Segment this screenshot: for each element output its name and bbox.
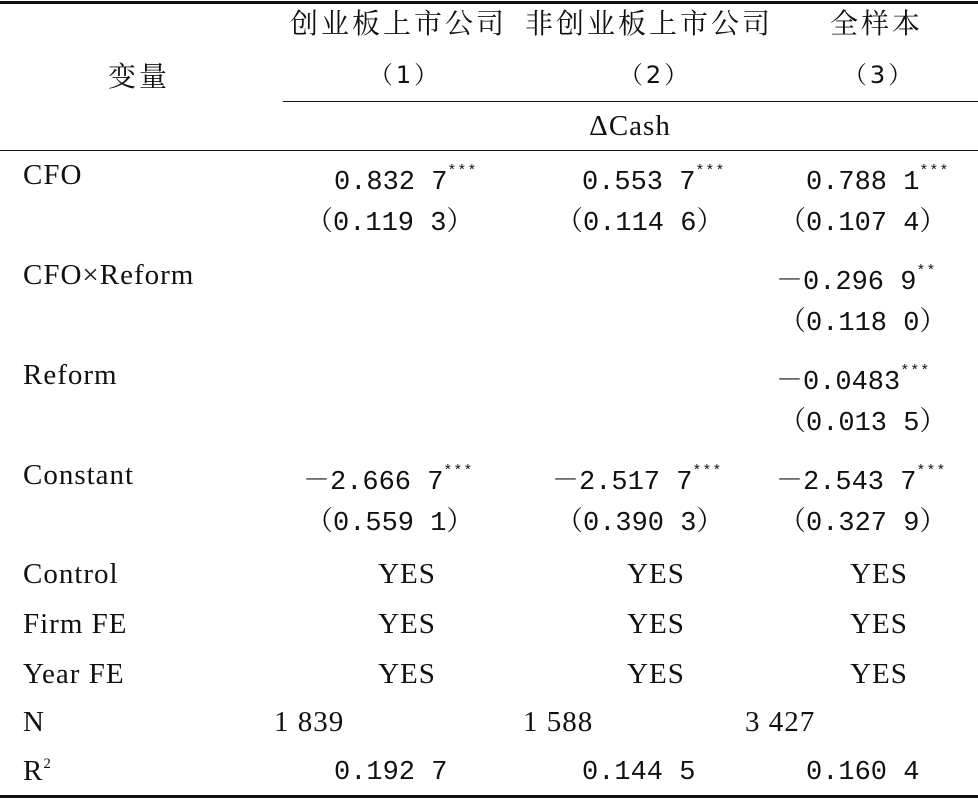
significance-stars: *** bbox=[443, 463, 474, 480]
cfo-reform-se-col3: （0.118 0） bbox=[779, 309, 947, 339]
variable-column-header: 变量 bbox=[108, 60, 171, 93]
row-label-r2: $R^2$ bbox=[23, 755, 52, 787]
cfo-se-col2: （0.114 6） bbox=[556, 209, 724, 239]
col2-number: （2） bbox=[618, 61, 692, 89]
year-fe-col1: YES bbox=[378, 658, 436, 690]
row-label-cfo: CFO bbox=[23, 159, 83, 191]
n-col3: 3 427 bbox=[745, 706, 816, 738]
significance-stars: *** bbox=[900, 363, 931, 380]
reform-col3: －0.0483*** bbox=[776, 363, 931, 398]
constant-se-col2: （0.390 3） bbox=[556, 509, 724, 539]
bottom-rule bbox=[0, 795, 978, 798]
col3-number: （3） bbox=[842, 61, 916, 89]
significance-stars: *** bbox=[916, 463, 947, 480]
col1-title: 创业板上市公司 bbox=[290, 7, 508, 40]
year-fe-col2: YES bbox=[627, 658, 685, 690]
reform-se-col3: （0.013 5） bbox=[779, 409, 947, 439]
row-label-cfo-reform: CFO×Reform bbox=[23, 259, 195, 291]
firm-fe-col3: YES bbox=[850, 608, 908, 640]
constant-se-col3: （0.327 9） bbox=[779, 509, 947, 539]
top-rule bbox=[0, 1, 978, 4]
dependent-variable: ΔCash bbox=[589, 110, 671, 142]
col1-number: （1） bbox=[368, 61, 442, 89]
header-rule bbox=[0, 150, 978, 151]
constant-se-col1: （0.559 1） bbox=[306, 509, 474, 539]
constant-col3: －2.543 7*** bbox=[776, 463, 947, 498]
cfo-col1: 0.832 7*** bbox=[334, 163, 478, 198]
constant-col1: －2.666 7*** bbox=[303, 463, 474, 498]
col3-title: 全样本 bbox=[830, 7, 924, 40]
significance-stars: *** bbox=[447, 163, 478, 180]
significance-stars: *** bbox=[695, 163, 726, 180]
cfo-se-col1: （0.119 3） bbox=[306, 209, 474, 239]
r2-col3: 0.160 4 bbox=[806, 758, 920, 788]
row-label-year-fe: Year FE bbox=[23, 658, 125, 690]
cfo-col3: 0.788 1*** bbox=[806, 163, 950, 198]
year-fe-col3: YES bbox=[850, 658, 908, 690]
row-label-firm-fe: Firm FE bbox=[23, 608, 128, 640]
header-subrule bbox=[283, 101, 978, 102]
row-label-constant: Constant bbox=[23, 459, 135, 491]
significance-stars: *** bbox=[692, 463, 723, 480]
r2-col2: 0.144 5 bbox=[582, 758, 696, 788]
constant-col2: －2.517 7*** bbox=[552, 463, 723, 498]
control-col2: YES bbox=[627, 558, 685, 590]
cfo-se-col3: （0.107 4） bbox=[779, 209, 947, 239]
firm-fe-col1: YES bbox=[378, 608, 436, 640]
significance-stars: *** bbox=[919, 163, 950, 180]
n-col1: 1 839 bbox=[274, 706, 345, 738]
row-label-reform: Reform bbox=[23, 359, 118, 391]
row-label-n: N bbox=[23, 706, 45, 738]
col2-title: 非创业板上市公司 bbox=[525, 7, 774, 40]
control-col3: YES bbox=[850, 558, 908, 590]
cfo-col2: 0.553 7*** bbox=[582, 163, 726, 198]
significance-stars: ** bbox=[916, 263, 937, 280]
row-label-control: Control bbox=[23, 558, 119, 590]
firm-fe-col2: YES bbox=[627, 608, 685, 640]
cfo-reform-col3: －0.296 9** bbox=[776, 263, 937, 298]
r2-col1: 0.192 7 bbox=[334, 758, 448, 788]
n-col2: 1 588 bbox=[523, 706, 594, 738]
control-col1: YES bbox=[378, 558, 436, 590]
